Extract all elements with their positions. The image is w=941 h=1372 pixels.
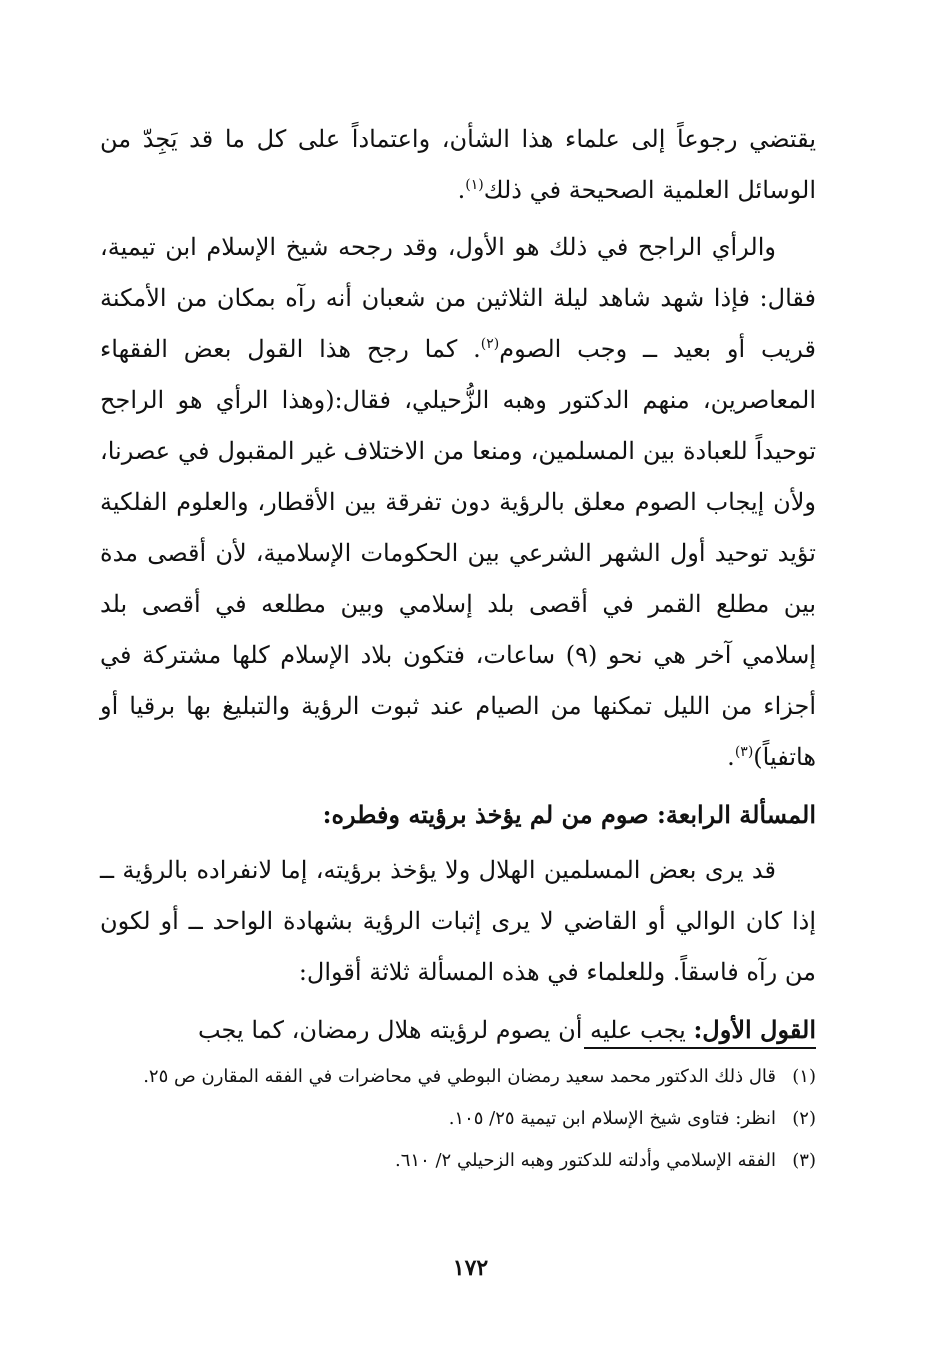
footnote-number: (٣)	[792, 1150, 816, 1171]
paragraph-continuation	[100, 114, 816, 216]
paragraph-end: .	[727, 743, 735, 771]
paragraph-issue-intro: قد يرى بعض المسلمين الهلال ولا يؤخذ برؤيته، إما لانفراده بالرؤية ــ إذا كان الوالي أو القاضي لا يرى إثبات الرؤية بشهادة الواحد ــ أو لكون من رآه فاسقاً. وللعلماء في هذه المسألة ثلاثة أقوال:	[100, 856, 816, 986]
footnote-number: (١)	[792, 1066, 816, 1087]
paragraph-preferred-opinion	[100, 222, 816, 783]
footnote-text: قال ذلك الدكتور محمد سعيد رمضان البوطي في محاضرات في الفقه المقارن ص ٢٥.	[143, 1066, 776, 1087]
footnote-ref-1[interactable]: (١)	[465, 177, 484, 193]
section-heading: المسألة الرابعة: صوم من لم يؤخذ برؤيته وفطره:	[322, 800, 816, 829]
opinion-label: القول الأول:	[693, 1015, 816, 1044]
paragraph-text: والرأي الراجح في ذلك هو الأول، وقد رجحه شيخ الإسلام ابن تيمية، فقال: فإذا شهد شاهد ليلة الثلاثين من شعبان أنه رآه بمكان من الأمكنة قريب أو بعيد ــ وجب الصوم	[100, 233, 816, 363]
footnote-ref-3[interactable]: (٣)	[734, 744, 754, 760]
footnote-text: انظر: فتاوى شيخ الإسلام ابن تيمية ٢٥/ ١٠٥.	[448, 1108, 776, 1129]
footnote-1	[100, 1058, 816, 1096]
footnote-separator	[584, 1047, 816, 1049]
paragraph-text: يقتضي رجوعاً إلى علماء هذا الشأن، واعتماداً على كل ما قد يَجِدّ من الوسائل العلمية الصحيحة في ذلك	[100, 125, 816, 204]
footnote-number: (٢)	[792, 1108, 816, 1129]
page-body	[100, 114, 816, 1062]
footnote-text: الفقه الإسلامي وأدلته للدكتور وهبه الزحيلي ٢/ ٦١٠.	[395, 1150, 776, 1171]
footnote-ref-2[interactable]: (٢)	[480, 336, 500, 352]
paragraph-text: . كما رجح هذا القول بعض الفقهاء المعاصرين، منهم الدكتور وهبه الزُّحيلي، فقال:(وهذا الرأي هو الراجح توحيداً للعبادة بين المسلمين، ومنعا من الاختلاف غير المقبول في عصرنا، ولأن إيجاب الصوم معلق بالرؤية دون تفرقة بين الأقطار، والعلوم الفلكية تؤيد توحيد أول الشهر الشرعي بين الحكومات الإسلامية، لأن أقصى مدة بين مطلع القمر في أقصى بلد إسلامي وبين مطلعه في أقصى بلد إسلامي آخر هي نحو (٩) ساعات، فتكون بلاد الإسلام كلها مشتركة في أجزاء من الليل تمكنها من الصيام عند ثبوت الرؤية والتبليغ بها برقيا أو هاتفياً)	[100, 335, 817, 771]
footnotes	[100, 1058, 816, 1184]
paragraph-text: يجب عليه أن يصوم لرؤيته هلال رمضان، كما يجب	[197, 1016, 694, 1044]
paragraph-end: .	[457, 176, 466, 204]
page-number: ١٧٢	[452, 1255, 489, 1281]
footnote-2	[100, 1100, 816, 1138]
footnote-3	[100, 1142, 816, 1180]
